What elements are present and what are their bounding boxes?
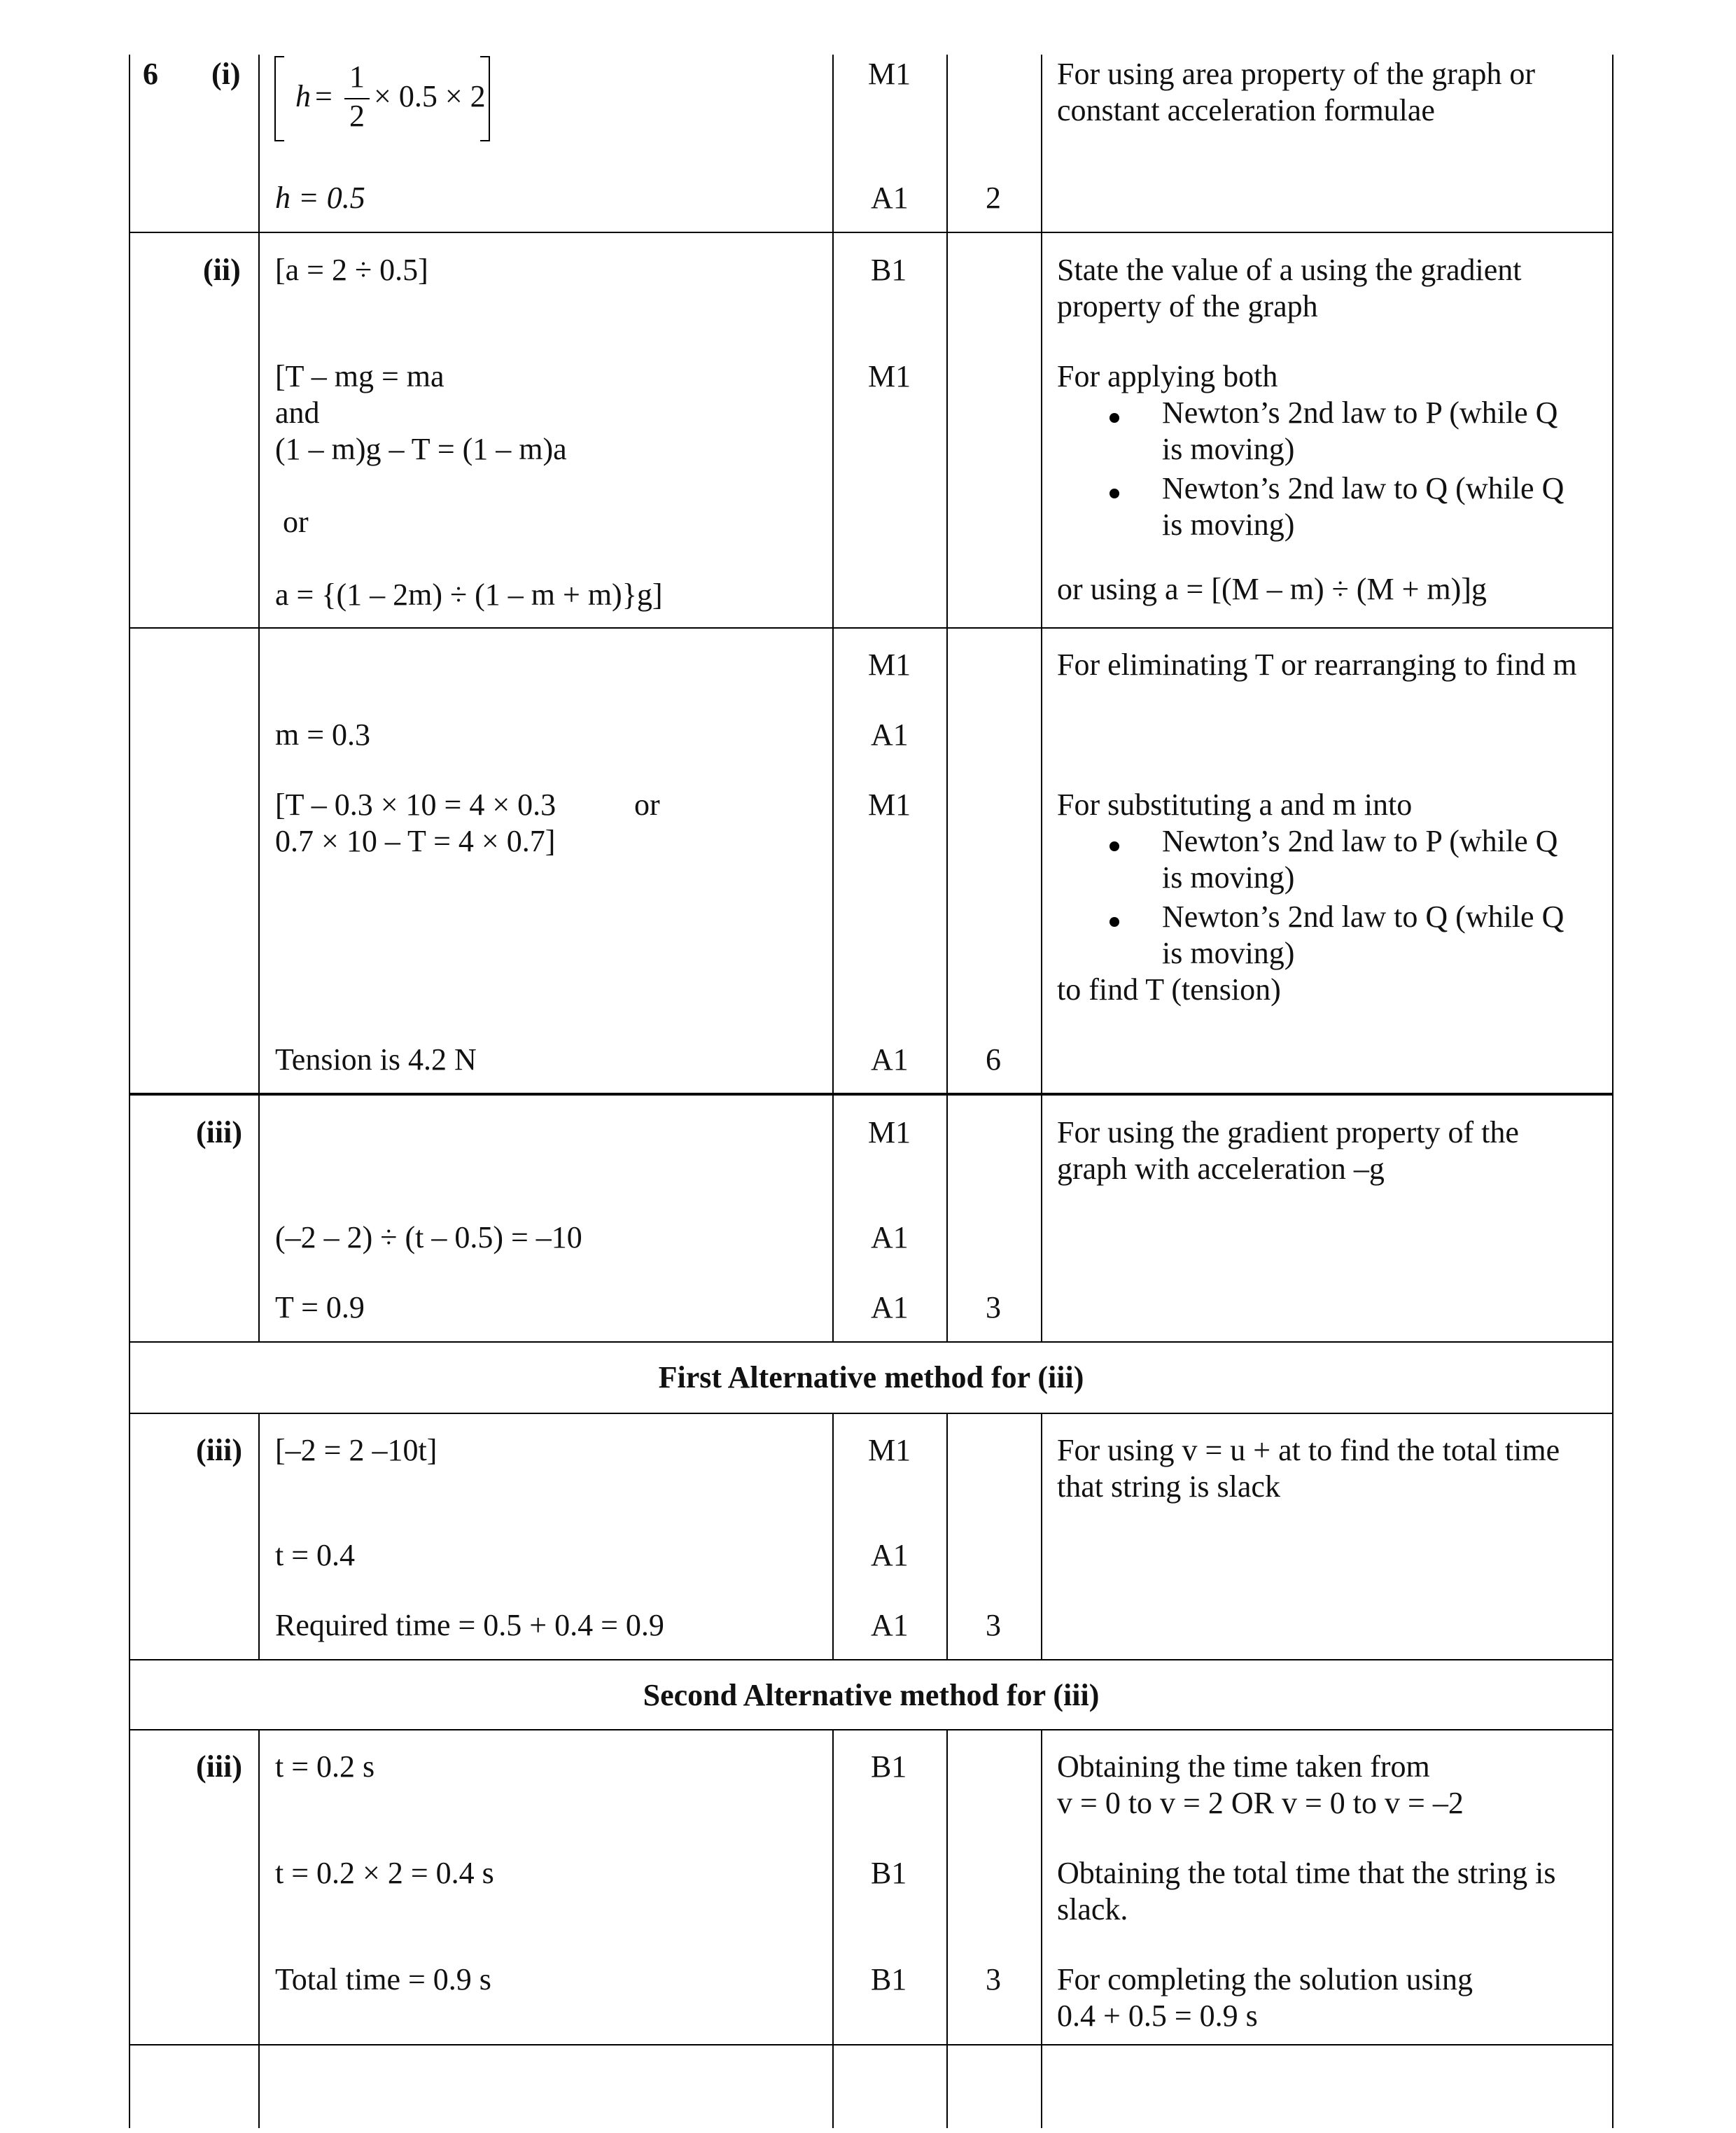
part-label-i: (i) <box>211 57 241 91</box>
comment: Obtaining the total time that the string is <box>1057 1856 1556 1890</box>
mark-m1: M1 <box>868 788 911 822</box>
row-divider <box>129 1659 1614 1660</box>
formula-bracket-right <box>480 56 490 141</box>
mark-m1: M1 <box>868 648 911 682</box>
working-answer: Required time = 0.5 + 0.4 = 0.9 <box>275 1608 664 1642</box>
mark-m1: M1 <box>868 57 911 91</box>
col-divider <box>946 55 948 1343</box>
comment: Newton’s 2nd law to Q (while Q <box>1162 900 1564 934</box>
col-divider <box>832 1414 834 1660</box>
col-divider <box>1041 1414 1042 1660</box>
comment: v = 0 to v = 2 OR v = 0 to v = –2 <box>1057 1786 1464 1820</box>
working-line: m = 0.3 <box>275 718 371 752</box>
part-label-iii: (iii) <box>196 1433 242 1467</box>
comment: or using a = [(M – m) ÷ (M + m)]g <box>1057 572 1487 606</box>
total-marks: 2 <box>986 181 1001 215</box>
mark-a1: A1 <box>871 718 909 752</box>
comment: property of the graph <box>1057 289 1318 323</box>
row-divider <box>129 1729 1614 1730</box>
fraction-denominator: 2 <box>349 99 365 133</box>
col-divider <box>1041 55 1042 1343</box>
working-answer: Total time = 0.9 s <box>275 1962 491 1996</box>
total-marks: 6 <box>986 1042 1001 1077</box>
mark-b1: B1 <box>871 1856 907 1890</box>
col-divider <box>258 1730 260 2128</box>
working-line: (–2 – 2) ÷ (t – 0.5) = –10 <box>275 1220 582 1254</box>
col-divider <box>832 1730 834 2128</box>
comment: For eliminating T or rearranging to find m <box>1057 648 1577 682</box>
comment: Newton’s 2nd law to P (while Q <box>1162 396 1558 430</box>
col-divider <box>832 55 834 1343</box>
mark-b1: B1 <box>871 1749 907 1784</box>
mark-a1: A1 <box>871 1042 909 1077</box>
comment: that string is slack <box>1057 1469 1280 1504</box>
col-divider <box>946 1414 948 1660</box>
mark-m1: M1 <box>868 1433 911 1467</box>
col-divider <box>258 1414 260 1660</box>
formula-rest: × 0.5 × 2 <box>374 79 486 113</box>
total-marks: 3 <box>986 1608 1001 1642</box>
working-line: and <box>275 396 320 430</box>
working-line: (1 – m)g – T = (1 – m)a <box>275 432 567 466</box>
comment: For using v = u + at to find the total time <box>1057 1433 1560 1467</box>
working-answer: Tension is 4.2 N <box>275 1042 477 1077</box>
alt-method-heading: First Alternative method for (iii) <box>658 1360 1084 1394</box>
mark-a1: A1 <box>871 1608 909 1642</box>
comment: Newton’s 2nd law to Q (while Q <box>1162 471 1564 505</box>
working-line: t = 0.2 s <box>275 1749 375 1784</box>
total-marks: 3 <box>986 1290 1001 1324</box>
working-line: t = 0.2 × 2 = 0.4 s <box>275 1856 494 1890</box>
row-divider <box>129 1093 1614 1096</box>
comment: 0.4 + 0.5 = 0.9 s <box>1057 1999 1258 2033</box>
mark-b1: B1 <box>871 1962 907 1996</box>
comment: For completing the solution using <box>1057 1962 1473 1996</box>
mark-a1: A1 <box>871 181 909 215</box>
mark-a1: A1 <box>871 1290 909 1324</box>
mark-b1: B1 <box>871 253 907 287</box>
bullet-icon <box>1110 917 1119 927</box>
formula-equals: = <box>315 79 332 113</box>
working-line: or <box>283 505 309 539</box>
working-line: a = {(1 – 2m) ÷ (1 – m + m)}g] <box>275 578 663 612</box>
working-line: [a = 2 ÷ 0.5] <box>275 253 428 287</box>
working-answer: T = 0.9 <box>275 1290 365 1324</box>
formula-h: h <box>295 79 311 113</box>
working-line: [T – mg = ma <box>275 359 444 393</box>
comment: graph with acceleration –g <box>1057 1152 1385 1186</box>
comment: is moving) <box>1162 508 1295 542</box>
comment: is moving) <box>1162 860 1295 895</box>
working-line: or <box>634 788 660 822</box>
bullet-icon <box>1110 489 1119 498</box>
comment: Newton’s 2nd law to P (while Q <box>1162 824 1558 858</box>
row-divider <box>129 1413 1614 1414</box>
working-answer: h = 0.5 <box>275 181 365 215</box>
working-line: [T – 0.3 × 10 = 4 × 0.3 <box>275 788 556 822</box>
col-divider <box>946 1730 948 2128</box>
mark-m1: M1 <box>868 1115 911 1149</box>
table-border-left <box>129 55 130 2128</box>
formula-bracket-left <box>274 56 284 141</box>
total-marks: 3 <box>986 1962 1001 1996</box>
comment: For substituting a and m into <box>1057 788 1413 822</box>
part-label-ii: (ii) <box>203 253 241 287</box>
comment: constant acceleration formulae <box>1057 93 1435 127</box>
row-divider <box>129 1341 1614 1343</box>
mark-a1: A1 <box>871 1220 909 1254</box>
comment: Obtaining the time taken from <box>1057 1749 1430 1784</box>
comment: is moving) <box>1162 936 1295 970</box>
fraction-numerator: 1 <box>349 60 365 94</box>
col-divider <box>258 55 260 1343</box>
row-divider <box>129 627 1614 629</box>
row-divider <box>129 2044 1614 2045</box>
part-label-iii: (iii) <box>196 1749 242 1784</box>
bullet-icon <box>1110 413 1119 423</box>
mark-a1: A1 <box>871 1538 909 1572</box>
comment: For using the gradient property of the <box>1057 1115 1519 1149</box>
working-line: 0.7 × 10 – T = 4 × 0.7] <box>275 824 556 858</box>
mark-m1: M1 <box>868 359 911 393</box>
comment: to find T (tension) <box>1057 972 1281 1007</box>
comment: For using area property of the graph or <box>1057 57 1536 91</box>
comment: For applying both <box>1057 359 1278 393</box>
part-label-iii: (iii) <box>196 1115 242 1149</box>
row-divider <box>129 232 1614 233</box>
comment: State the value of a using the gradient <box>1057 253 1522 287</box>
comment: slack. <box>1057 1892 1128 1926</box>
comment: is moving) <box>1162 432 1295 466</box>
question-number: 6 <box>143 57 158 91</box>
working-line: [–2 = 2 –10t] <box>275 1433 438 1467</box>
bullet-icon <box>1110 841 1119 851</box>
working-line: t = 0.4 <box>275 1538 356 1572</box>
col-divider <box>1041 1730 1042 2128</box>
table-border-right <box>1612 55 1614 2128</box>
alt-method-heading: Second Alternative method for (iii) <box>643 1678 1100 1712</box>
